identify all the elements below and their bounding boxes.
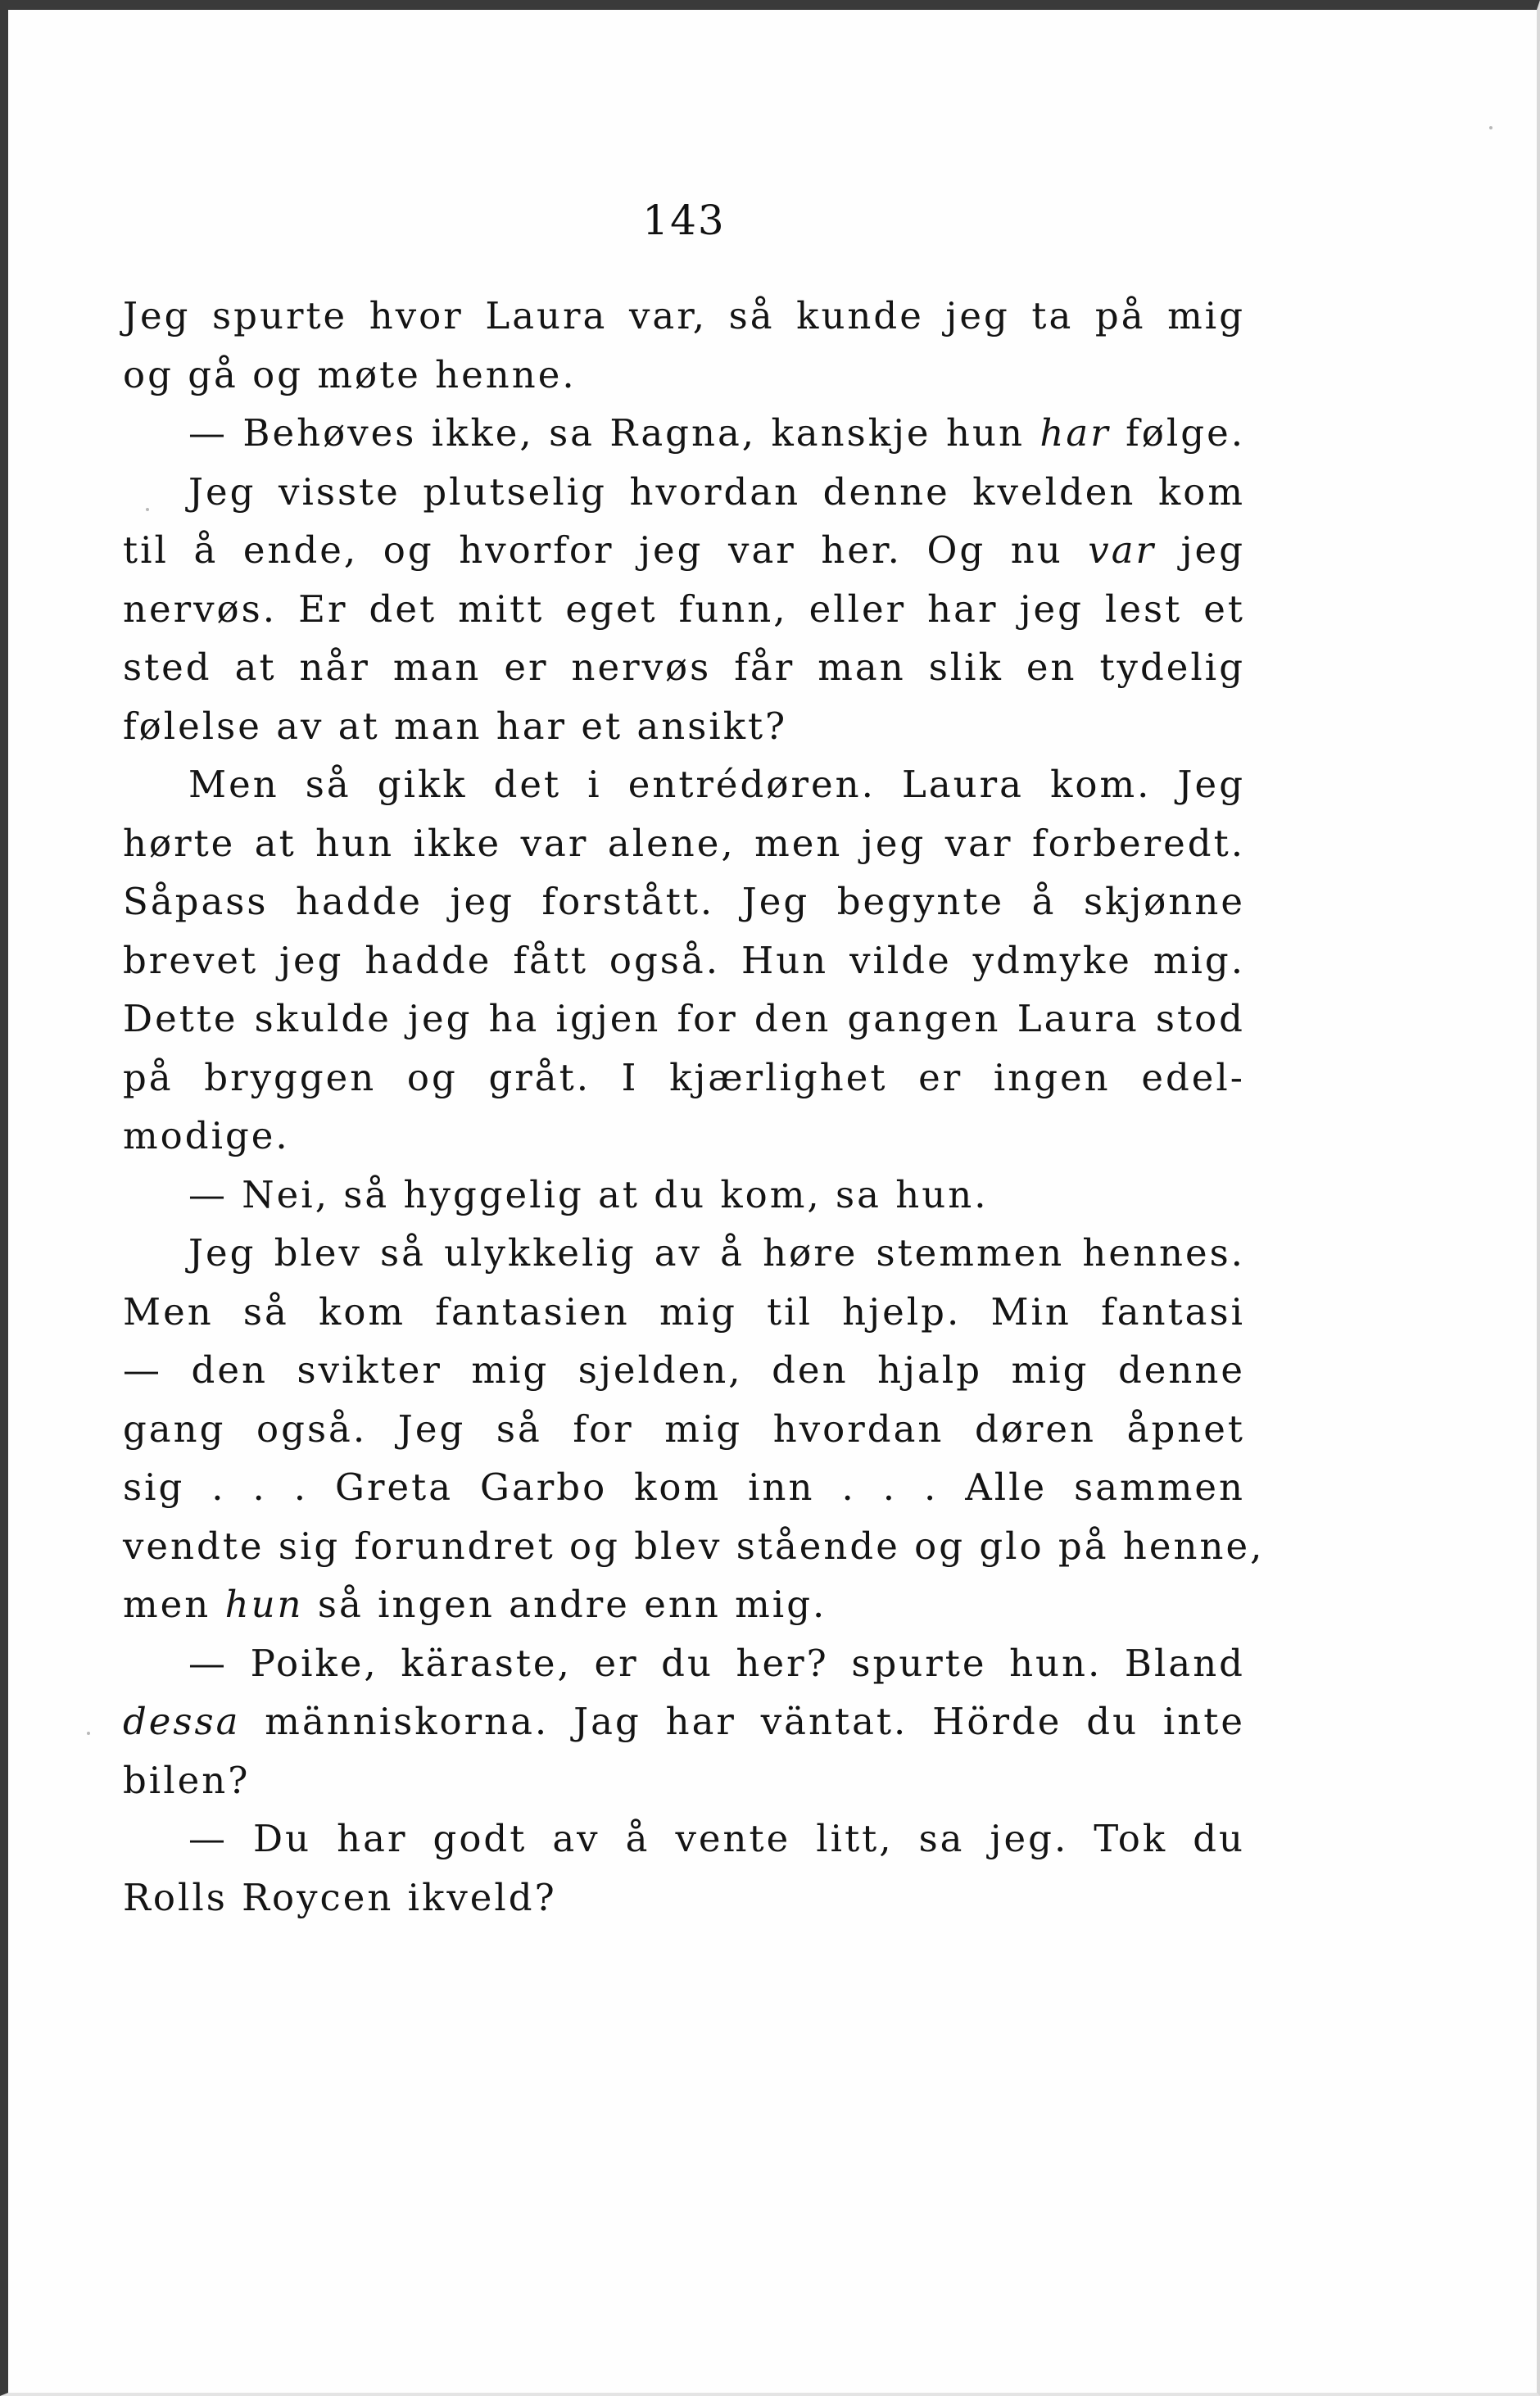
text-line: nervøs. Er det mitt eget funn, eller har jeg lest et (123, 587, 1245, 631)
emphasis: har (1040, 411, 1111, 455)
text-line: Jeg visste plutselig hvordan denne kvelden kom (188, 469, 1245, 514)
text-line: modige. (123, 1114, 290, 1157)
text-line: brevet jeg hadde fått også. Hun vilde ydmyke mig. (123, 938, 1245, 982)
text-line: sig . . . Greta Garbo kom inn . . . Alle sammen (123, 1465, 1245, 1509)
text-line: Men så kom fantasien mig til hjelp. Min fantasi (123, 1289, 1245, 1334)
emphasis: var (1088, 528, 1157, 572)
text-line: men hun så ingen andre enn mig. (123, 1583, 827, 1626)
text-line: Rolls Roycen ikveld? (123, 1875, 557, 1919)
text-line: følelse av at man har et ansikt? (123, 704, 788, 748)
text-line: dessa människorna. Jag har väntat. Hörde du inte (123, 1700, 1245, 1743)
text-line: Jeg spurte hvor Laura var, så kunde jeg ta på mig (123, 294, 1245, 337)
text-line: Jeg blev så ulykkelig av å høre stemmen hennes. (188, 1231, 1245, 1275)
text-line: gang også. Jeg så for mig hvordan døren åpnet (123, 1406, 1245, 1451)
text-line: hørte at hun ikke var alene, men jeg var forberedt. (123, 821, 1245, 865)
text-line: til å ende, og hvorfor jeg var her. Og nu var jeg (123, 528, 1245, 572)
body-text (123, 287, 1265, 1927)
text-line: bilen? (123, 1758, 251, 1802)
text-line: Såpass hadde jeg forstått. Jeg begynte å skjønne (123, 880, 1245, 923)
text-line: — Nei, så hyggelig at du kom, sa hun. (188, 1172, 989, 1216)
paper-speck (87, 1732, 90, 1735)
text-line: på bryggen og gråt. I kjærlighet er ingen edel- (123, 1055, 1245, 1099)
text-line: og gå og møte henne. (123, 352, 577, 396)
paper-speck (146, 508, 149, 511)
emphasis: dessa (123, 1700, 241, 1743)
text-line: Men så gikk det i entrédøren. Laura kom. Jeg (188, 763, 1245, 806)
paper-speck (1489, 126, 1492, 129)
text-line: Dette skulde jeg ha igjen for den gangen Laura stod (123, 997, 1245, 1040)
page-number: 143 (642, 197, 726, 244)
text-line: sted at når man er nervøs får man slik en tydelig (123, 645, 1245, 689)
text-line: vendte sig forundret og blev stående og glo på henne, (123, 1524, 1265, 1568)
text-line: — Du har godt av å vente litt, sa jeg. Tok du (188, 1817, 1245, 1860)
emphasis: hun (224, 1583, 304, 1626)
text-line: — den svikter mig sjelden, den hjalp mig denne (123, 1348, 1245, 1392)
text-line: — Poike, käraste, er du her? spurte hun. Bland (188, 1641, 1245, 1685)
text-line: — Behøves ikke, sa Ragna, kanskje hun har følge. (188, 411, 1245, 455)
